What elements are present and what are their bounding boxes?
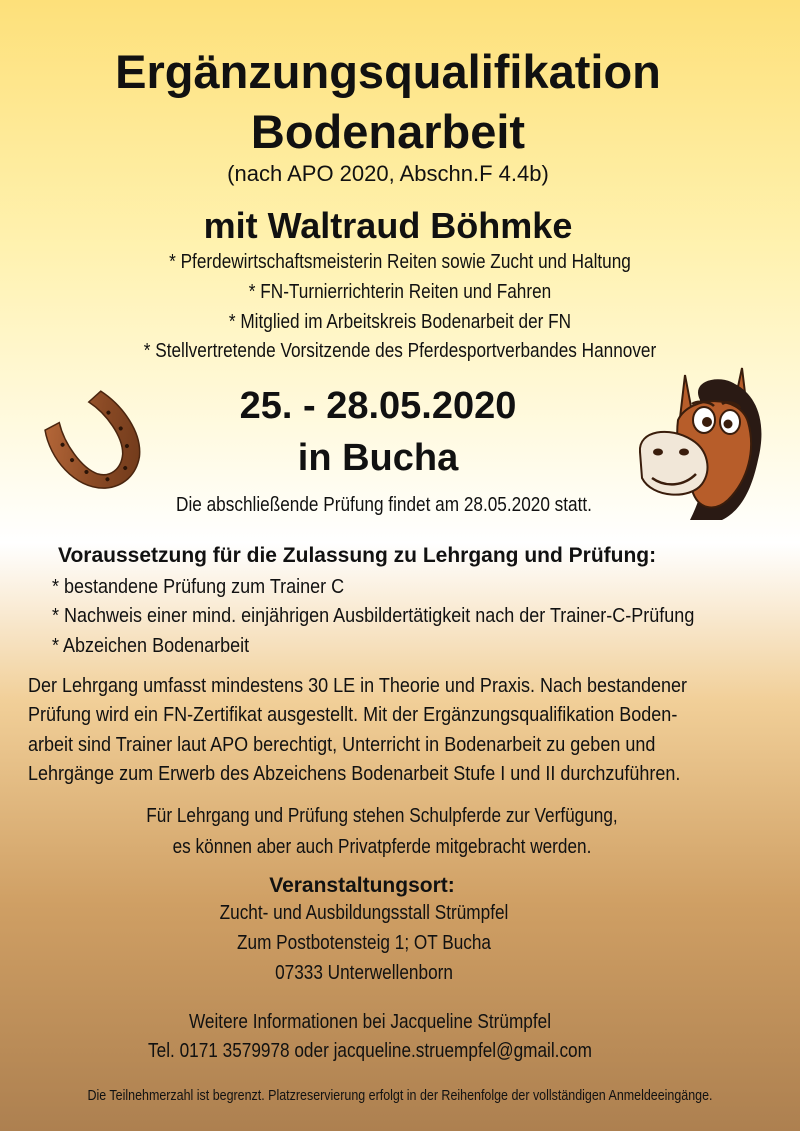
requirements-heading: Voraussetzung für die Zulassung zu Lehrgang und Prüfung:: [58, 544, 657, 567]
title-line-2: Bodenarbeit: [250, 105, 526, 158]
subtitle: (nach APO 2020, Abschn.F 4.4b): [227, 161, 549, 186]
venue-line: Zucht- und Ausbildungsstall Strümpfel: [219, 902, 509, 924]
venue-line: Zum Postbotensteig 1; OT Bucha: [237, 932, 491, 954]
description-line: Der Lehrgang umfasst mindestens 30 LE in Theorie und Praxis. Nach bestandener: [28, 675, 688, 697]
qualification-item: * Pferdewirtschaftsmeisterin Reiten sowie Zucht und Haltung: [169, 251, 631, 273]
private-horses-note: es können aber auch Privatpferde mitgebracht werden.: [172, 836, 592, 858]
qualification-item: * FN-Turnierrichterin Reiten und Fahren: [248, 281, 552, 303]
title-line-1: Ergänzungsqualifikation: [115, 45, 661, 98]
exam-note: Die abschließende Prüfung findet am 28.05.2020 statt.: [176, 494, 592, 516]
requirement-item: * Abzeichen Bodenarbeit: [52, 635, 250, 657]
description-line: Prüfung wird ein FN-Zertifikat ausgestellt. Mit der Ergänzungsqualifikation Boden-: [28, 704, 678, 726]
qualification-item: * Mitglied im Arbeitskreis Bodenarbeit der FN: [228, 311, 572, 333]
contact-details: Tel. 0171 3579978 oder jacqueline.struempfel@gmail.com: [148, 1040, 592, 1062]
event-dates: 25. - 28.05.2020: [239, 385, 517, 427]
description-line: arbeit sind Trainer laut APO berechtigt, Unterricht in Bodenarbeit zu geben und: [28, 734, 656, 756]
requirement-item: * bestandene Prüfung zum Trainer C: [52, 576, 345, 598]
event-location: in Bucha: [297, 437, 459, 479]
school-horses-note: Für Lehrgang und Prüfung stehen Schulpferde zur Verfügung,: [146, 805, 618, 827]
requirement-item: * Nachweis einer mind. einjährigen Ausbildertätigkeit nach der Trainer-C-Prüfung: [52, 605, 695, 627]
venue-line: 07333 Unterwellenborn: [275, 962, 453, 984]
qualification-item: * Stellvertretende Vorsitzende des Pferdesportverbandes Hannover: [143, 340, 657, 362]
footer-note: Die Teilnehmerzahl ist begrenzt. Platzreservierung erfolgt in der Reihenfolge der vollständigen Anmeldeeingänge.: [87, 1088, 713, 1104]
venue-heading: Veranstaltungsort:: [269, 874, 455, 897]
presenter-name: mit Waltraud Böhmke: [203, 205, 573, 246]
description-line: Lehrgänge zum Erwerb des Abzeichens Bodenarbeit Stufe I und II durchzuführen.: [28, 763, 681, 785]
contact-info: Weitere Informationen bei Jacqueline Strümpfel: [188, 1011, 552, 1033]
